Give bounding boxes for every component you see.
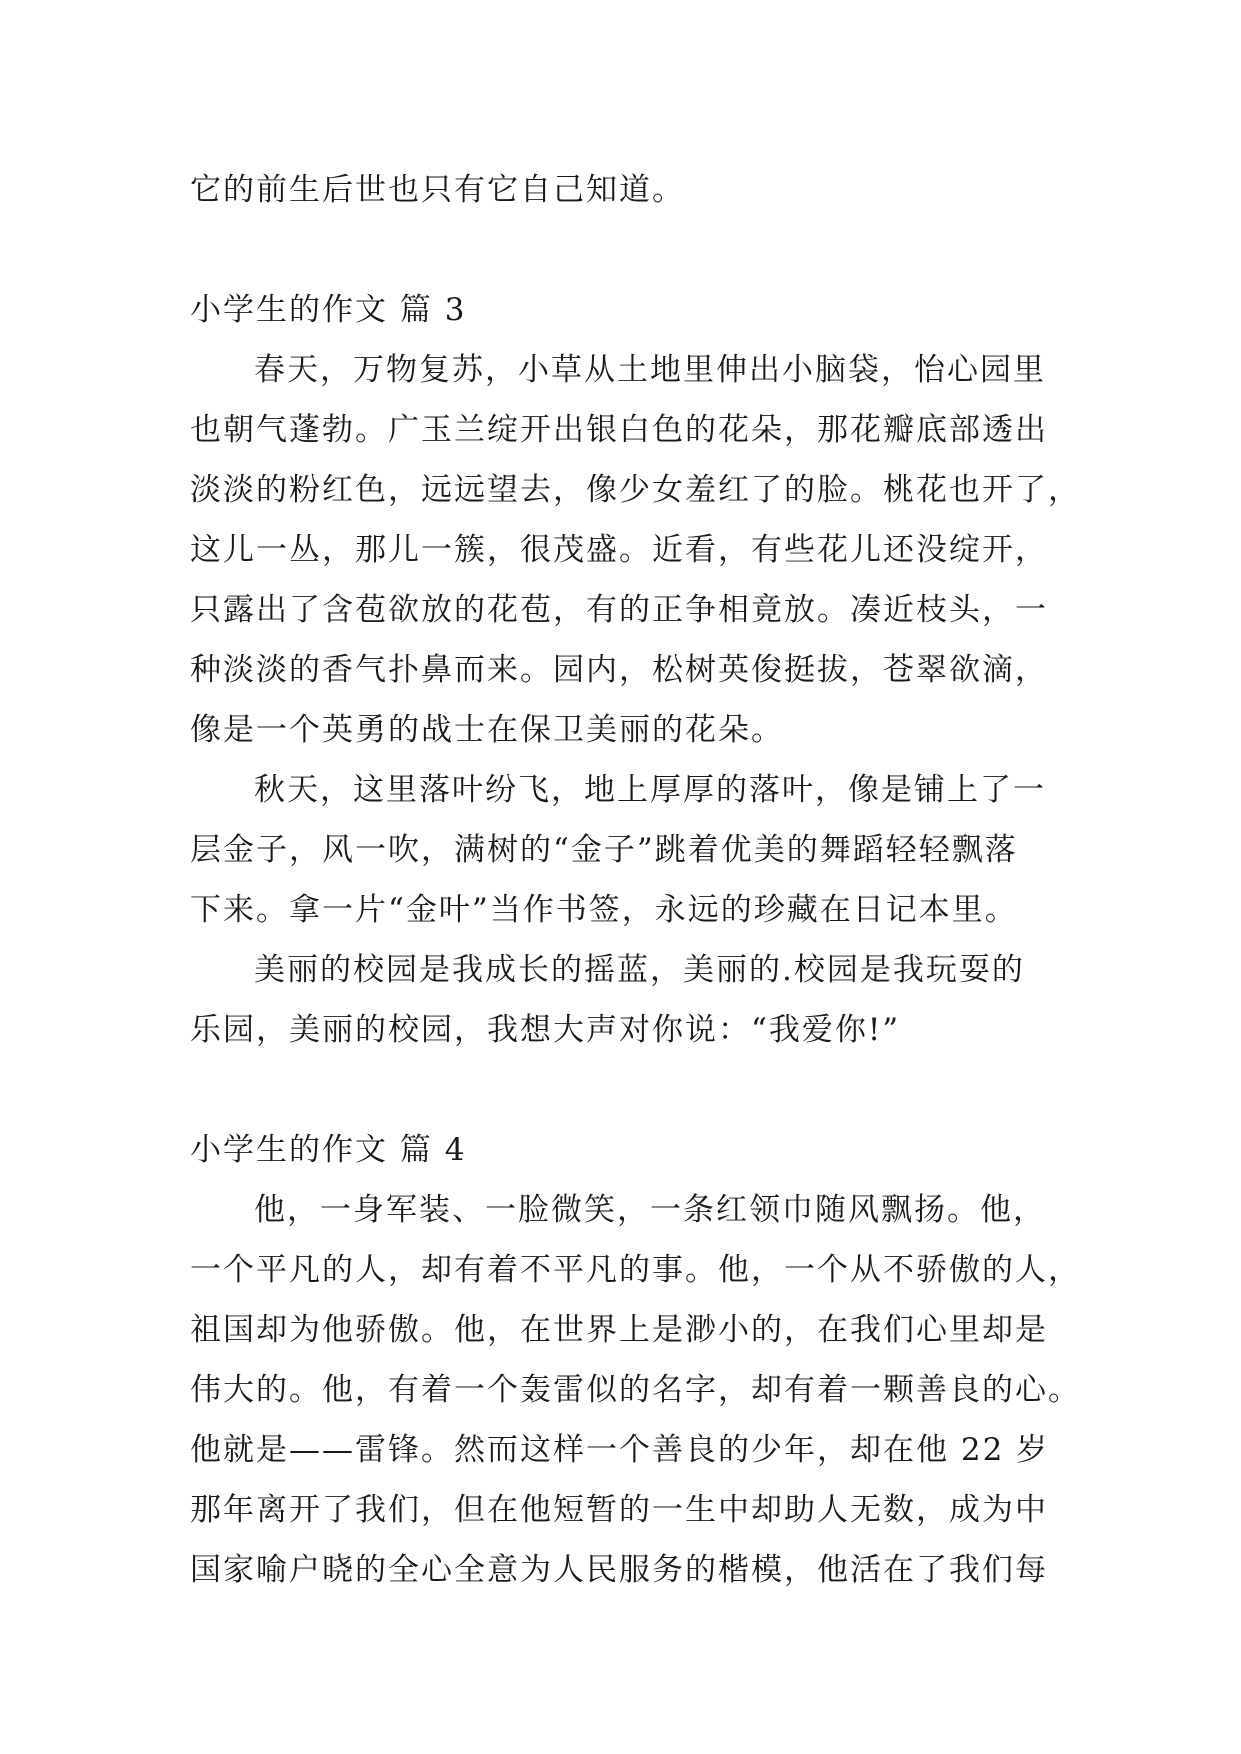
body-line: 它的前生后世也只有它自己知道。 — [190, 172, 685, 208]
paragraph-line: 层金子，风一吹，满树的“金子”跳着优美的舞蹈轻轻飘落 — [190, 832, 1018, 868]
paragraph-line: 只露出了含苞欲放的花苞，有的正争相竟放。凑近枝头，一 — [190, 592, 1048, 628]
paragraph-line: 种淡淡的香气扑鼻而来。园内，松树英俊挺拔，苍翠欲滴， — [190, 652, 1048, 688]
paragraph-line: 淡淡的粉红色，远远望去，像少女羞红了的脸。桃花也开了， — [190, 472, 1081, 508]
paragraph-line: 他，一身军装、一脸微笑，一条红领巾随风飘扬。他， — [254, 1192, 1046, 1228]
section-4-body — [190, 1180, 1081, 1600]
paragraph-line: 这儿一丛，那儿一簇，很茂盛。近看，有些花儿还没绽开， — [190, 532, 1048, 568]
paragraph-line: 伟大的。他，有着一个轰雷似的名字，却有着一颗善良的心。 — [190, 1372, 1081, 1408]
paragraph-line: 那年离开了我们，但在他短暂的一生中却助人无数，成为中 — [190, 1492, 1048, 1528]
paragraph-line: 祖国却为他骄傲。他，在世界上是渺小的，在我们心里却是 — [190, 1312, 1048, 1348]
section-heading-3: 小学生的作文 篇 3 — [190, 292, 467, 328]
paragraph-line: 一个平凡的人，却有着不平凡的事。他，一个从不骄傲的人， — [190, 1252, 1081, 1288]
paragraph-line: 乐园，美丽的校园，我想大声对你说：“我爱你!” — [190, 1012, 901, 1048]
paragraph-line: 美丽的校园是我成长的摇蓝，美丽的.校园是我玩耍的 — [254, 952, 1025, 988]
paragraph-line: 也朝气蓬勃。广玉兰绽开出银白色的花朵，那花瓣底部透出 — [190, 412, 1048, 448]
paragraph-line: 下来。拿一片“金叶”当作书签，永远的珍藏在日记本里。 — [190, 892, 1018, 928]
paragraph-line: 像是一个英勇的战士在保卫美丽的花朵。 — [190, 712, 784, 748]
paragraph-line: 他就是——雷锋。然而这样一个善良的少年，却在他 22 岁 — [190, 1432, 1050, 1468]
section-spacer — [190, 220, 1060, 280]
document-page — [190, 160, 1081, 1600]
paragraph-line: 春天，万物复苏，小草从土地里伸出小脑袋，怡心园里 — [254, 352, 1046, 388]
paragraph-line: 国家喻户晓的全心全意为人民服务的楷模，他活在了我们每 — [190, 1552, 1048, 1588]
section-3-body — [190, 340, 1081, 1060]
paragraph-line: 秋天，这里落叶纷飞，地上厚厚的落叶，像是铺上了一 — [254, 772, 1046, 808]
section-heading-4: 小学生的作文 篇 4 — [190, 1132, 467, 1168]
section-spacer — [190, 1060, 1060, 1120]
